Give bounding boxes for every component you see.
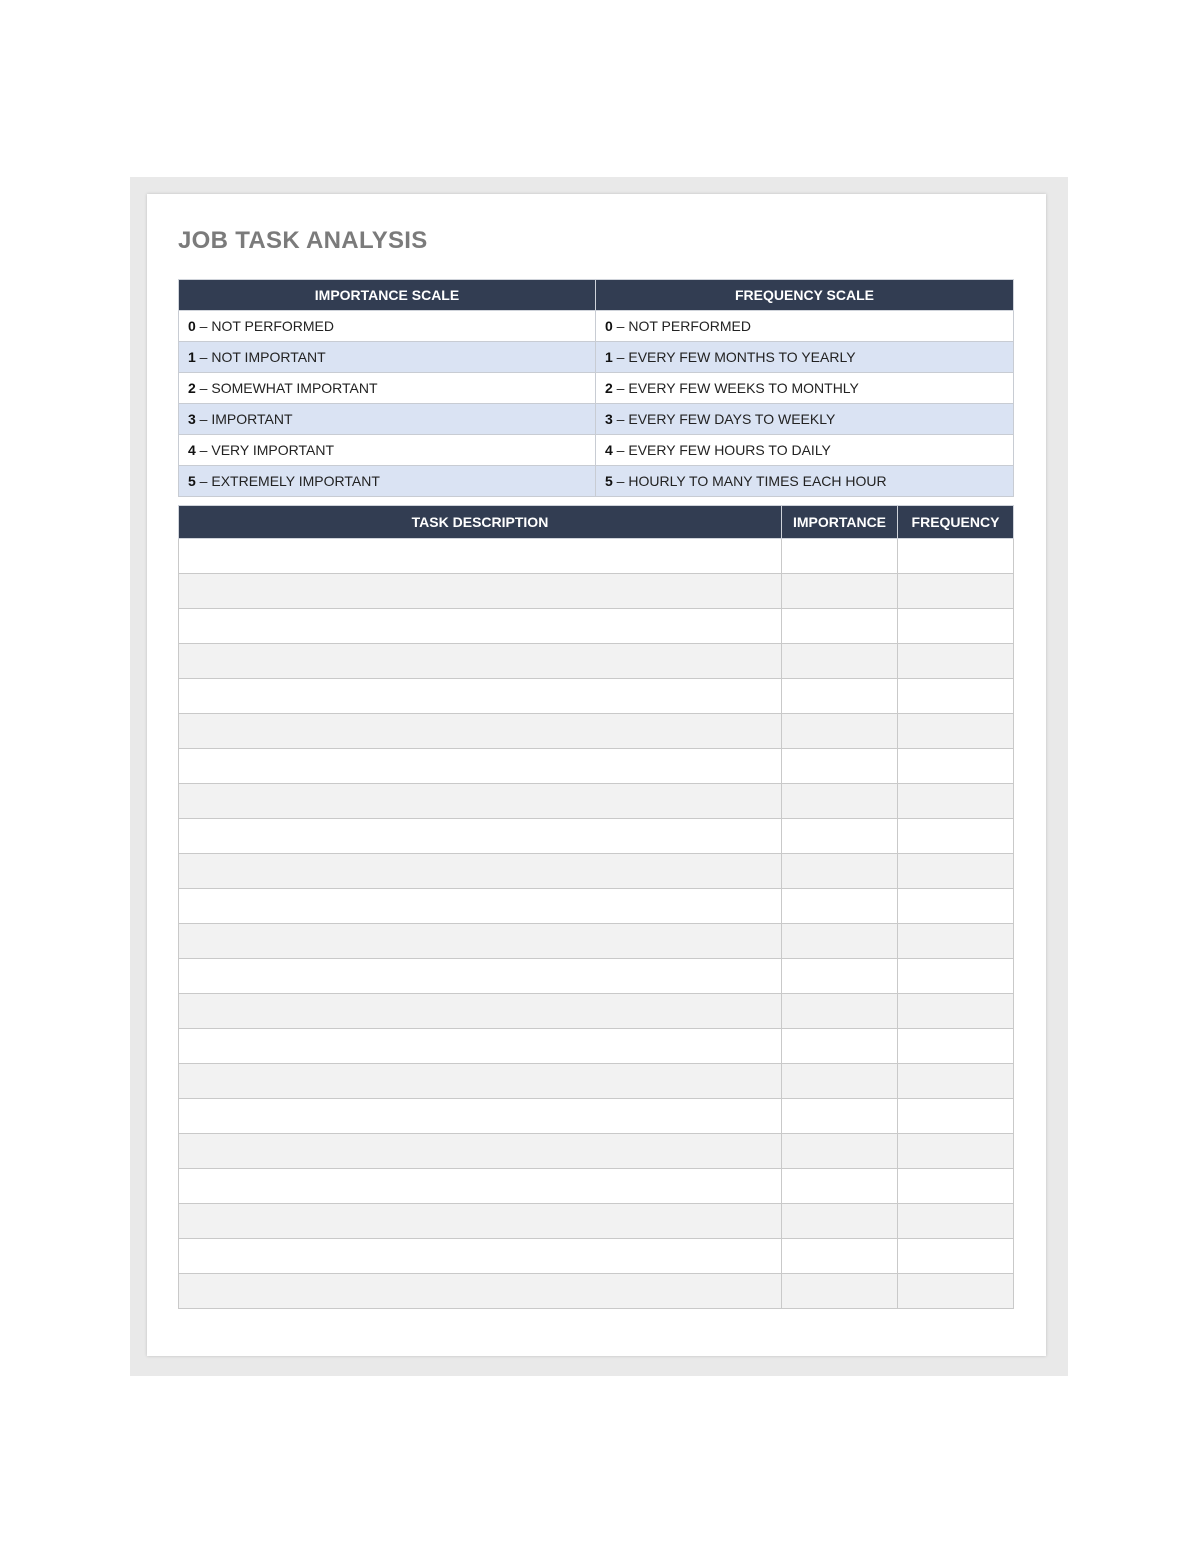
frequency-scale-level: 2 <box>605 380 613 396</box>
importance-scale-label: – VERY IMPORTANT <box>195 442 335 458</box>
task-frequency-cell[interactable] <box>898 1274 1014 1309</box>
task-importance-cell[interactable] <box>782 1064 898 1099</box>
task-row <box>179 644 1014 679</box>
frequency-scale-label: – EVERY FEW DAYS TO WEEKLY <box>612 411 836 427</box>
task-importance-cell[interactable] <box>782 1169 898 1204</box>
task-row <box>179 574 1014 609</box>
task-frequency-cell[interactable] <box>898 959 1014 994</box>
task-description-cell[interactable] <box>179 784 782 819</box>
importance-scale-label: – NOT PERFORMED <box>195 318 334 334</box>
frequency-scale-label: – EVERY FEW HOURS TO DAILY <box>612 442 831 458</box>
task-description-cell[interactable] <box>179 749 782 784</box>
importance-scale-level: 3 <box>188 411 196 427</box>
task-description-cell[interactable] <box>179 679 782 714</box>
task-frequency-cell[interactable] <box>898 1134 1014 1169</box>
task-description-cell[interactable] <box>179 714 782 749</box>
scale-row <box>179 342 1014 373</box>
frequency-scale-cell <box>596 342 1014 373</box>
importance-scale-cell <box>179 342 596 373</box>
task-importance-cell[interactable] <box>782 1029 898 1064</box>
frequency-scale-level: 3 <box>605 411 613 427</box>
task-frequency-cell[interactable] <box>898 889 1014 924</box>
frequency-scale-label: – NOT PERFORMED <box>612 318 751 334</box>
task-row <box>179 749 1014 784</box>
task-row <box>179 994 1014 1029</box>
task-importance-cell[interactable] <box>782 609 898 644</box>
task-importance-cell[interactable] <box>782 644 898 679</box>
importance-scale-level: 4 <box>188 442 196 458</box>
document-title: JOB TASK ANALYSIS <box>178 227 428 254</box>
task-row <box>179 539 1014 574</box>
frequency-scale-label: – HOURLY TO MANY TIMES EACH HOUR <box>612 473 887 489</box>
importance-scale-cell <box>179 311 596 342</box>
task-frequency-cell[interactable] <box>898 1239 1014 1274</box>
task-header-row <box>179 506 1014 539</box>
task-importance-cell[interactable] <box>782 1274 898 1309</box>
frequency-scale-cell <box>596 373 1014 404</box>
task-row <box>179 1064 1014 1099</box>
task-table <box>178 505 1014 1309</box>
importance-scale-level: 0 <box>188 318 196 334</box>
task-frequency-cell[interactable] <box>898 924 1014 959</box>
task-frequency-cell[interactable] <box>898 539 1014 574</box>
frequency-scale-cell <box>596 311 1014 342</box>
task-description-cell[interactable] <box>179 1239 782 1274</box>
task-frequency-cell[interactable] <box>898 1099 1014 1134</box>
scale-row <box>179 435 1014 466</box>
task-importance-cell[interactable] <box>782 679 898 714</box>
task-description-cell[interactable] <box>179 994 782 1029</box>
scale-row <box>179 311 1014 342</box>
task-importance-cell[interactable] <box>782 784 898 819</box>
scale-row <box>179 373 1014 404</box>
importance-scale-level: 1 <box>188 349 196 365</box>
frequency-scale-label: – EVERY FEW WEEKS TO MONTHLY <box>612 380 859 396</box>
importance-scale-cell <box>179 404 596 435</box>
task-row <box>179 609 1014 644</box>
scale-row <box>179 404 1014 435</box>
task-importance-cell[interactable] <box>782 924 898 959</box>
task-importance-cell[interactable] <box>782 1239 898 1274</box>
task-row <box>179 819 1014 854</box>
frequency-scale-level: 1 <box>605 349 613 365</box>
task-row <box>179 854 1014 889</box>
task-importance-cell[interactable] <box>782 819 898 854</box>
frequency-scale-level: 4 <box>605 442 613 458</box>
task-importance-cell[interactable] <box>782 959 898 994</box>
task-row <box>179 1029 1014 1064</box>
frequency-scale-cell <box>596 466 1014 497</box>
task-description-header: TASK DESCRIPTION <box>179 506 782 539</box>
task-description-cell[interactable] <box>179 1099 782 1134</box>
importance-scale-cell <box>179 373 596 404</box>
task-row <box>179 1099 1014 1134</box>
task-description-cell[interactable] <box>179 644 782 679</box>
scale-table <box>178 279 1014 497</box>
task-row <box>179 1239 1014 1274</box>
importance-scale-cell <box>179 466 596 497</box>
task-row <box>179 924 1014 959</box>
task-description-cell[interactable] <box>179 959 782 994</box>
task-description-cell[interactable] <box>179 609 782 644</box>
frequency-scale-level: 0 <box>605 318 613 334</box>
task-frequency-cell[interactable] <box>898 994 1014 1029</box>
task-frequency-cell[interactable] <box>898 1064 1014 1099</box>
task-frequency-cell[interactable] <box>898 644 1014 679</box>
task-frequency-cell[interactable] <box>898 1029 1014 1064</box>
document-page <box>147 194 1046 1356</box>
importance-scale-label: – SOMEWHAT IMPORTANT <box>195 380 378 396</box>
task-importance-cell[interactable] <box>782 1134 898 1169</box>
task-importance-cell[interactable] <box>782 854 898 889</box>
scale-row <box>179 466 1014 497</box>
task-row <box>179 1274 1014 1309</box>
scale-header-row <box>179 280 1014 311</box>
task-frequency-cell[interactable] <box>898 1169 1014 1204</box>
frequency-scale-cell <box>596 435 1014 466</box>
task-row <box>179 1169 1014 1204</box>
task-row <box>179 784 1014 819</box>
task-frequency-cell[interactable] <box>898 574 1014 609</box>
task-row <box>179 889 1014 924</box>
frequency-scale-header: FREQUENCY SCALE <box>596 280 1014 311</box>
frequency-scale-cell <box>596 404 1014 435</box>
task-description-cell[interactable] <box>179 1169 782 1204</box>
task-importance-cell[interactable] <box>782 714 898 749</box>
importance-scale-label: – NOT IMPORTANT <box>195 349 326 365</box>
importance-scale-label: – IMPORTANT <box>195 411 293 427</box>
task-description-cell[interactable] <box>179 889 782 924</box>
importance-scale-level: 2 <box>188 380 196 396</box>
task-description-cell[interactable] <box>179 574 782 609</box>
task-description-cell[interactable] <box>179 539 782 574</box>
task-importance-cell[interactable] <box>782 1099 898 1134</box>
frequency-scale-label: – EVERY FEW MONTHS TO YEARLY <box>612 349 856 365</box>
task-frequency-cell[interactable] <box>898 749 1014 784</box>
task-importance-header: IMPORTANCE <box>782 506 898 539</box>
task-frequency-cell[interactable] <box>898 819 1014 854</box>
task-frequency-cell[interactable] <box>898 1204 1014 1239</box>
frequency-scale-level: 5 <box>605 473 613 489</box>
importance-scale-level: 5 <box>188 473 196 489</box>
importance-scale-cell <box>179 435 596 466</box>
task-frequency-cell[interactable] <box>898 784 1014 819</box>
task-description-cell[interactable] <box>179 1274 782 1309</box>
importance-scale-header: IMPORTANCE SCALE <box>179 280 596 311</box>
task-frequency-header: FREQUENCY <box>898 506 1014 539</box>
task-row <box>179 679 1014 714</box>
task-frequency-cell[interactable] <box>898 679 1014 714</box>
task-row <box>179 1134 1014 1169</box>
task-description-cell[interactable] <box>179 1204 782 1239</box>
task-row <box>179 1204 1014 1239</box>
task-importance-cell[interactable] <box>782 889 898 924</box>
task-description-cell[interactable] <box>179 1064 782 1099</box>
task-description-cell[interactable] <box>179 854 782 889</box>
task-row <box>179 959 1014 994</box>
task-importance-cell[interactable] <box>782 574 898 609</box>
task-importance-cell[interactable] <box>782 539 898 574</box>
task-frequency-cell[interactable] <box>898 854 1014 889</box>
task-importance-cell[interactable] <box>782 749 898 784</box>
task-importance-cell[interactable] <box>782 1204 898 1239</box>
importance-scale-label: – EXTREMELY IMPORTANT <box>195 473 380 489</box>
task-row <box>179 714 1014 749</box>
task-importance-cell[interactable] <box>782 994 898 1029</box>
task-description-cell[interactable] <box>179 819 782 854</box>
task-description-cell[interactable] <box>179 1134 782 1169</box>
task-description-cell[interactable] <box>179 924 782 959</box>
task-frequency-cell[interactable] <box>898 609 1014 644</box>
task-description-cell[interactable] <box>179 1029 782 1064</box>
task-frequency-cell[interactable] <box>898 714 1014 749</box>
